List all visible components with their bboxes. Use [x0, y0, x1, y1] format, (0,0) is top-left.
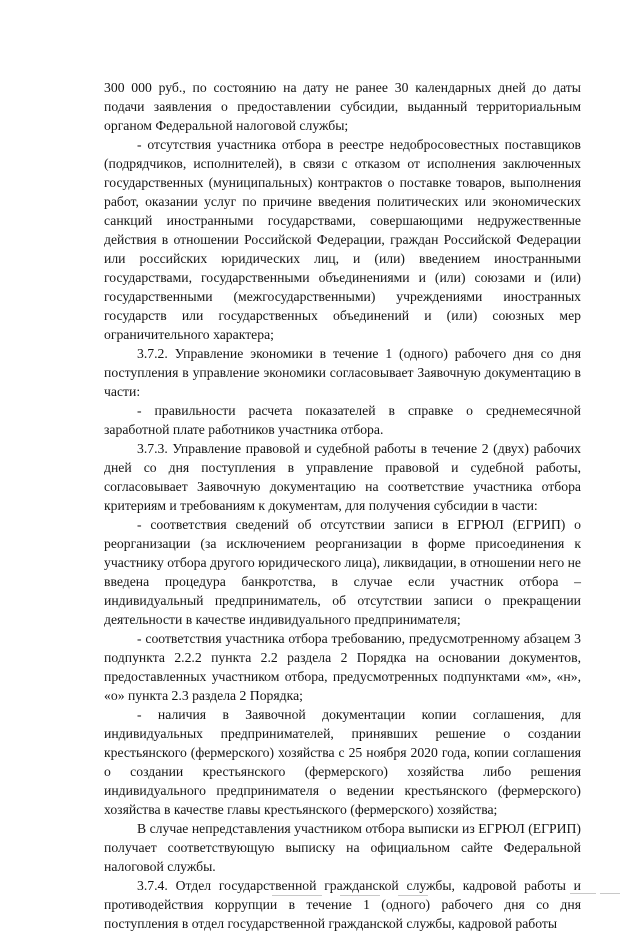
paragraph: В случае непредставления участником отбора выписки из ЕГРЮЛ (ЕГРИП) получает соответствующую выписку на официальном сайте Федеральной налоговой службы.	[104, 821, 581, 874]
document-body	[104, 78, 581, 933]
paragraph: - отсутствия участника отбора в реестре недобросовестных поставщиков (подрядчиков, исполнителей), в связи с отказом от исполнения заключенных государственных (муниципальных) контрактов о поставке товаров, выполнения работ, оказании услуг по причине введения политических или экономических санкций иностранными государствами, совершающими недружественные действия в отношении Российской Федерации, граждан Российской Федерации или российских юридических лиц, и (или) введением иностранными государствами, государственными объединениями и (или) союзами и (или) государственными (межгосударственными) учреждениями иностранных государств или государственных объединений и (или) союзных мер ограничительного характера;	[104, 137, 581, 342]
paragraph: - соответствия участника отбора требованию, предусмотренному абзацем 3 подпункта 2.2.2 пункта 2.2 раздела 2 Порядка на основании документов, предоставленных участником отбора, предусмотренных подпунктами «м», «н», «о» пункта 2.3 раздела 2 Порядка;	[104, 631, 581, 703]
scan-artifacts	[0, 880, 640, 905]
paragraph: 3.7.4. Отдел государственной гражданской службы, кадровой работы и противодействия коррупции в течение 1 (одного) рабочего дня со дня поступления в отдел государственной гражданской службы, кадровой работы	[104, 878, 581, 931]
paragraph: 3.7.2. Управление экономики в течение 1 (одного) рабочего дня со дня поступления в управление экономики согласовывает Заявочную документацию в части:	[104, 346, 581, 399]
scan-mark	[398, 895, 428, 896]
paragraph: - правильности расчета показателей в справке о среднемесячной заработной плате работников участника отбора.	[104, 403, 581, 437]
paragraph: 300 000 руб., по состоянию на дату не ранее 30 календарных дней до даты подачи заявления о предоставлении субсидии, выданный территориальным органом Федеральной налоговой службы;	[104, 80, 581, 133]
paragraph: - соответствия сведений об отсутствии записи в ЕГРЮЛ (ЕГРИП) о реорганизации (за исключением реорганизации в форме присоединения к участнику отбора другого юридического лица), ликвидации, в отношении него не введена процедура банкротства, в случае если участник отбора – индивидуальный предприниматель, об отсутствии записи о прекращении деятельности в качестве индивидуального предпринимателя;	[104, 517, 582, 627]
scan-mark	[340, 895, 380, 896]
scan-mark	[272, 895, 322, 896]
scan-mark	[600, 893, 620, 894]
paragraph: - наличия в Заявочной документации копии соглашения, для индивидуальных предпринимателей, принявших решение о создании крестьянского (фермерского) хозяйства с 25 ноября 2020 года, копии соглашения о создании крестьянского (фермерского) хозяйства либо решения индивидуального предпринимателя о ведении крестьянского (фермерского) хозяйства в качестве главы крестьянского (фермерского) хозяйства;	[104, 707, 581, 817]
paragraph: 3.7.3. Управление правовой и судебной работы в течение 2 (двух) рабочих дней со дня поступления в управление правовой и судебной работы, согласовывает Заявочную документацию на соответствие участника отбора критериям и требованиям к документам, для получения субсидии в части:	[104, 441, 581, 513]
scan-mark	[570, 893, 596, 894]
